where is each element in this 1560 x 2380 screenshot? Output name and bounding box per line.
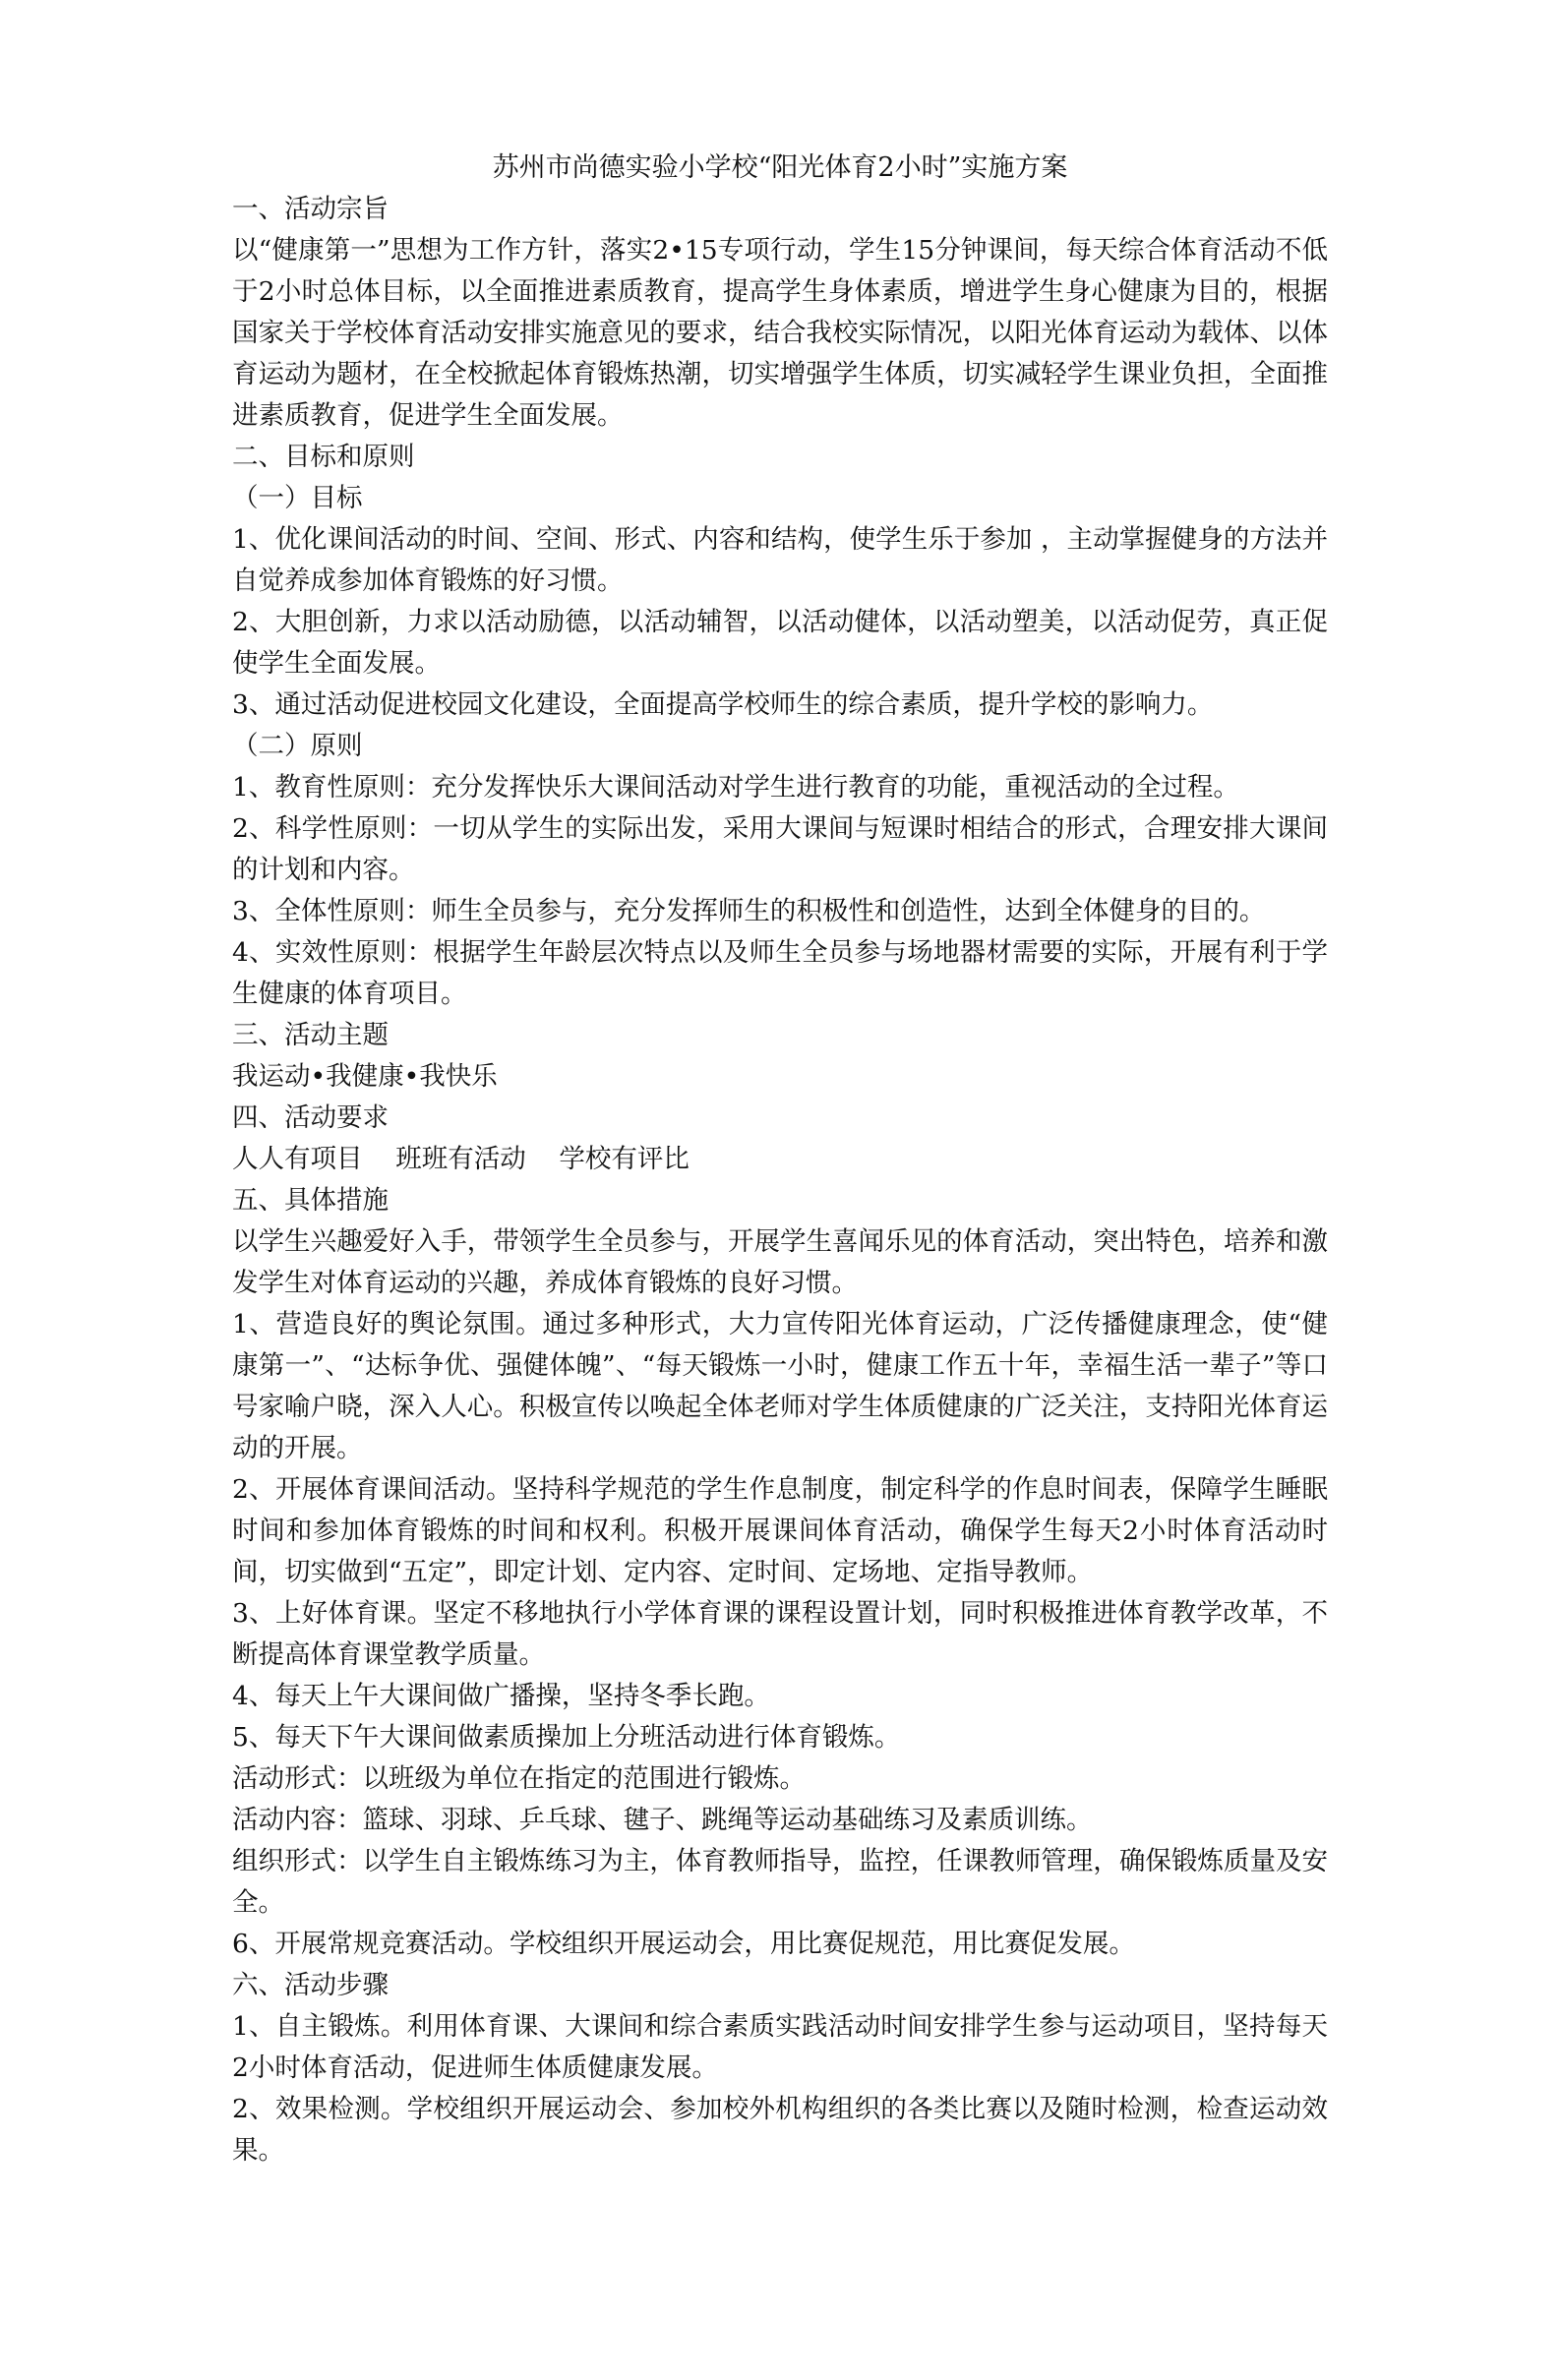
section-heading-measures: 五、具体措施 [232, 1185, 389, 1216]
measure-item-2: 2、开展体育课间活动。坚持科学规范的学生作息制度，制定科学的作息时间表，保障学生睡眠时间和参加体育锻炼的时间和权利。积极开展课间体育活动，确保学生每天2小时体育活动时间，切实做到“五定”，即定计划、定内容、定时间、定场地、定指导教师。 [232, 1474, 1328, 1587]
principle-item-1: 1、教育性原则：充分发挥快乐大课间活动对学生进行教育的功能，重视活动的全过程。 [232, 772, 1239, 803]
section-heading-purpose: 一、活动宗旨 [232, 194, 389, 224]
goal-item-2: 2、大胆创新，力求以活动励德，以活动辅智，以活动健体，以活动塑美，以活动促劳，真正促使学生全面发展。 [232, 607, 1328, 679]
activity-content: 活动内容：篮球、羽球、乒乓球、毽子、跳绳等运动基础练习及素质训练。 [232, 1805, 1093, 1835]
section-heading-goals: 二、目标和原则 [232, 442, 415, 472]
subheading-principles: （二）原则 [232, 731, 363, 761]
step-item-1: 1、自主锻炼。利用体育课、大课间和综合素质实践活动时间安排学生参与运动项目，坚持每天2小时体育活动，促进师生体质健康发展。 [232, 2011, 1328, 2083]
goal-item-3: 3、通过活动促进校园文化建设，全面提高学校师生的综合素质，提升学校的影响力。 [232, 689, 1214, 720]
principle-item-2: 2、科学性原则：一切从学生的实际出发，采用大课间与短课时相结合的形式，合理安排大课间的计划和内容。 [232, 813, 1328, 885]
measures-intro: 以学生兴趣爱好入手，带领学生全员参与，开展学生喜闻乐见的体育活动，突出特色，培养和激发学生对体育运动的兴趣，养成体育锻炼的良好习惯。 [232, 1226, 1328, 1298]
measure-item-1: 1、营造良好的舆论氛围。通过多种形式，大力宣传阳光体育运动，广泛传播健康理念，使“健康第一”、“达标争优、强健体魄”、“每天锻炼一小时，健康工作五十年，幸福生活一辈子”等口号家喻户晓，深入人心。积极宣传以唤起全体老师对学生体质健康的广泛关注，支持阳光体育运动的开展。 [232, 1309, 1328, 1463]
measure-item-4: 4、每天上午大课间做广播操，坚持冬季长跑。 [232, 1681, 770, 1711]
principle-item-4: 4、实效性原则：根据学生年龄层次特点以及师生全员参与场地器材需要的实际，开展有利于学生健康的体育项目。 [232, 937, 1328, 1009]
theme-text: 我运动•我健康•我快乐 [232, 1061, 498, 1092]
activity-form: 活动形式：以班级为单位在指定的范围进行锻炼。 [232, 1763, 806, 1794]
measure-item-5: 5、每天下午大课间做素质操加上分班活动进行体育锻炼。 [232, 1722, 901, 1753]
principle-item-3: 3、全体性原则：师生全员参与，充分发挥师生的积极性和创造性，达到全体健身的目的。 [232, 896, 1266, 926]
goal-item-1: 1、优化课间活动的时间、空间、形式、内容和结构，使学生乐于参加 ，主动掌握健身的方法并自觉养成参加体育锻炼的好习惯。 [232, 524, 1328, 596]
requirements-text: 人人有项目 班班有活动 学校有评比 [232, 1144, 690, 1174]
paragraph-purpose: 以“健康第一”思想为工作方针，落实2•15专项行动，学生15分钟课间，每天综合体育活动不低于2小时总体目标，以全面推进素质教育，提高学生身体素质，增进学生身心健康为目的，根据国家关于学校体育活动安排实施意见的要求，结合我校实际情况，以阳光体育运动为载体、以体育运动为题材，在全校掀起体育锻炼热潮，切实增强学生体质，切实减轻学生课业负担，全面推进素质教育，促进学生全面发展。 [232, 235, 1328, 431]
section-heading-requirements: 四、活动要求 [232, 1102, 389, 1133]
section-heading-steps: 六、活动步骤 [232, 1970, 389, 2000]
section-heading-theme: 三、活动主题 [232, 1020, 389, 1050]
step-item-2: 2、效果检测。学校组织开展运动会、参加校外机构组织的各类比赛以及随时检测，检查运动效果。 [232, 2094, 1328, 2166]
measure-item-6: 6、开展常规竞赛活动。学校组织开展运动会，用比赛促规范，用比赛促发展。 [232, 1929, 1135, 1959]
subheading-goals: （一）目标 [232, 483, 363, 513]
document-title: 苏州市尚德实验小学校“阳光体育2小时”实施方案 [492, 152, 1068, 183]
document-text [232, 189, 1328, 2172]
document-body [232, 148, 1328, 2172]
organization-form: 组织形式：以学生自主锻炼练习为主，体育教师指导，监控，任课教师管理，确保锻炼质量及安全。 [232, 1846, 1328, 1918]
measure-item-3: 3、上好体育课。坚定不移地执行小学体育课的课程设置计划，同时积极推进体育教学改革，不断提高体育课堂教学质量。 [232, 1598, 1328, 1670]
